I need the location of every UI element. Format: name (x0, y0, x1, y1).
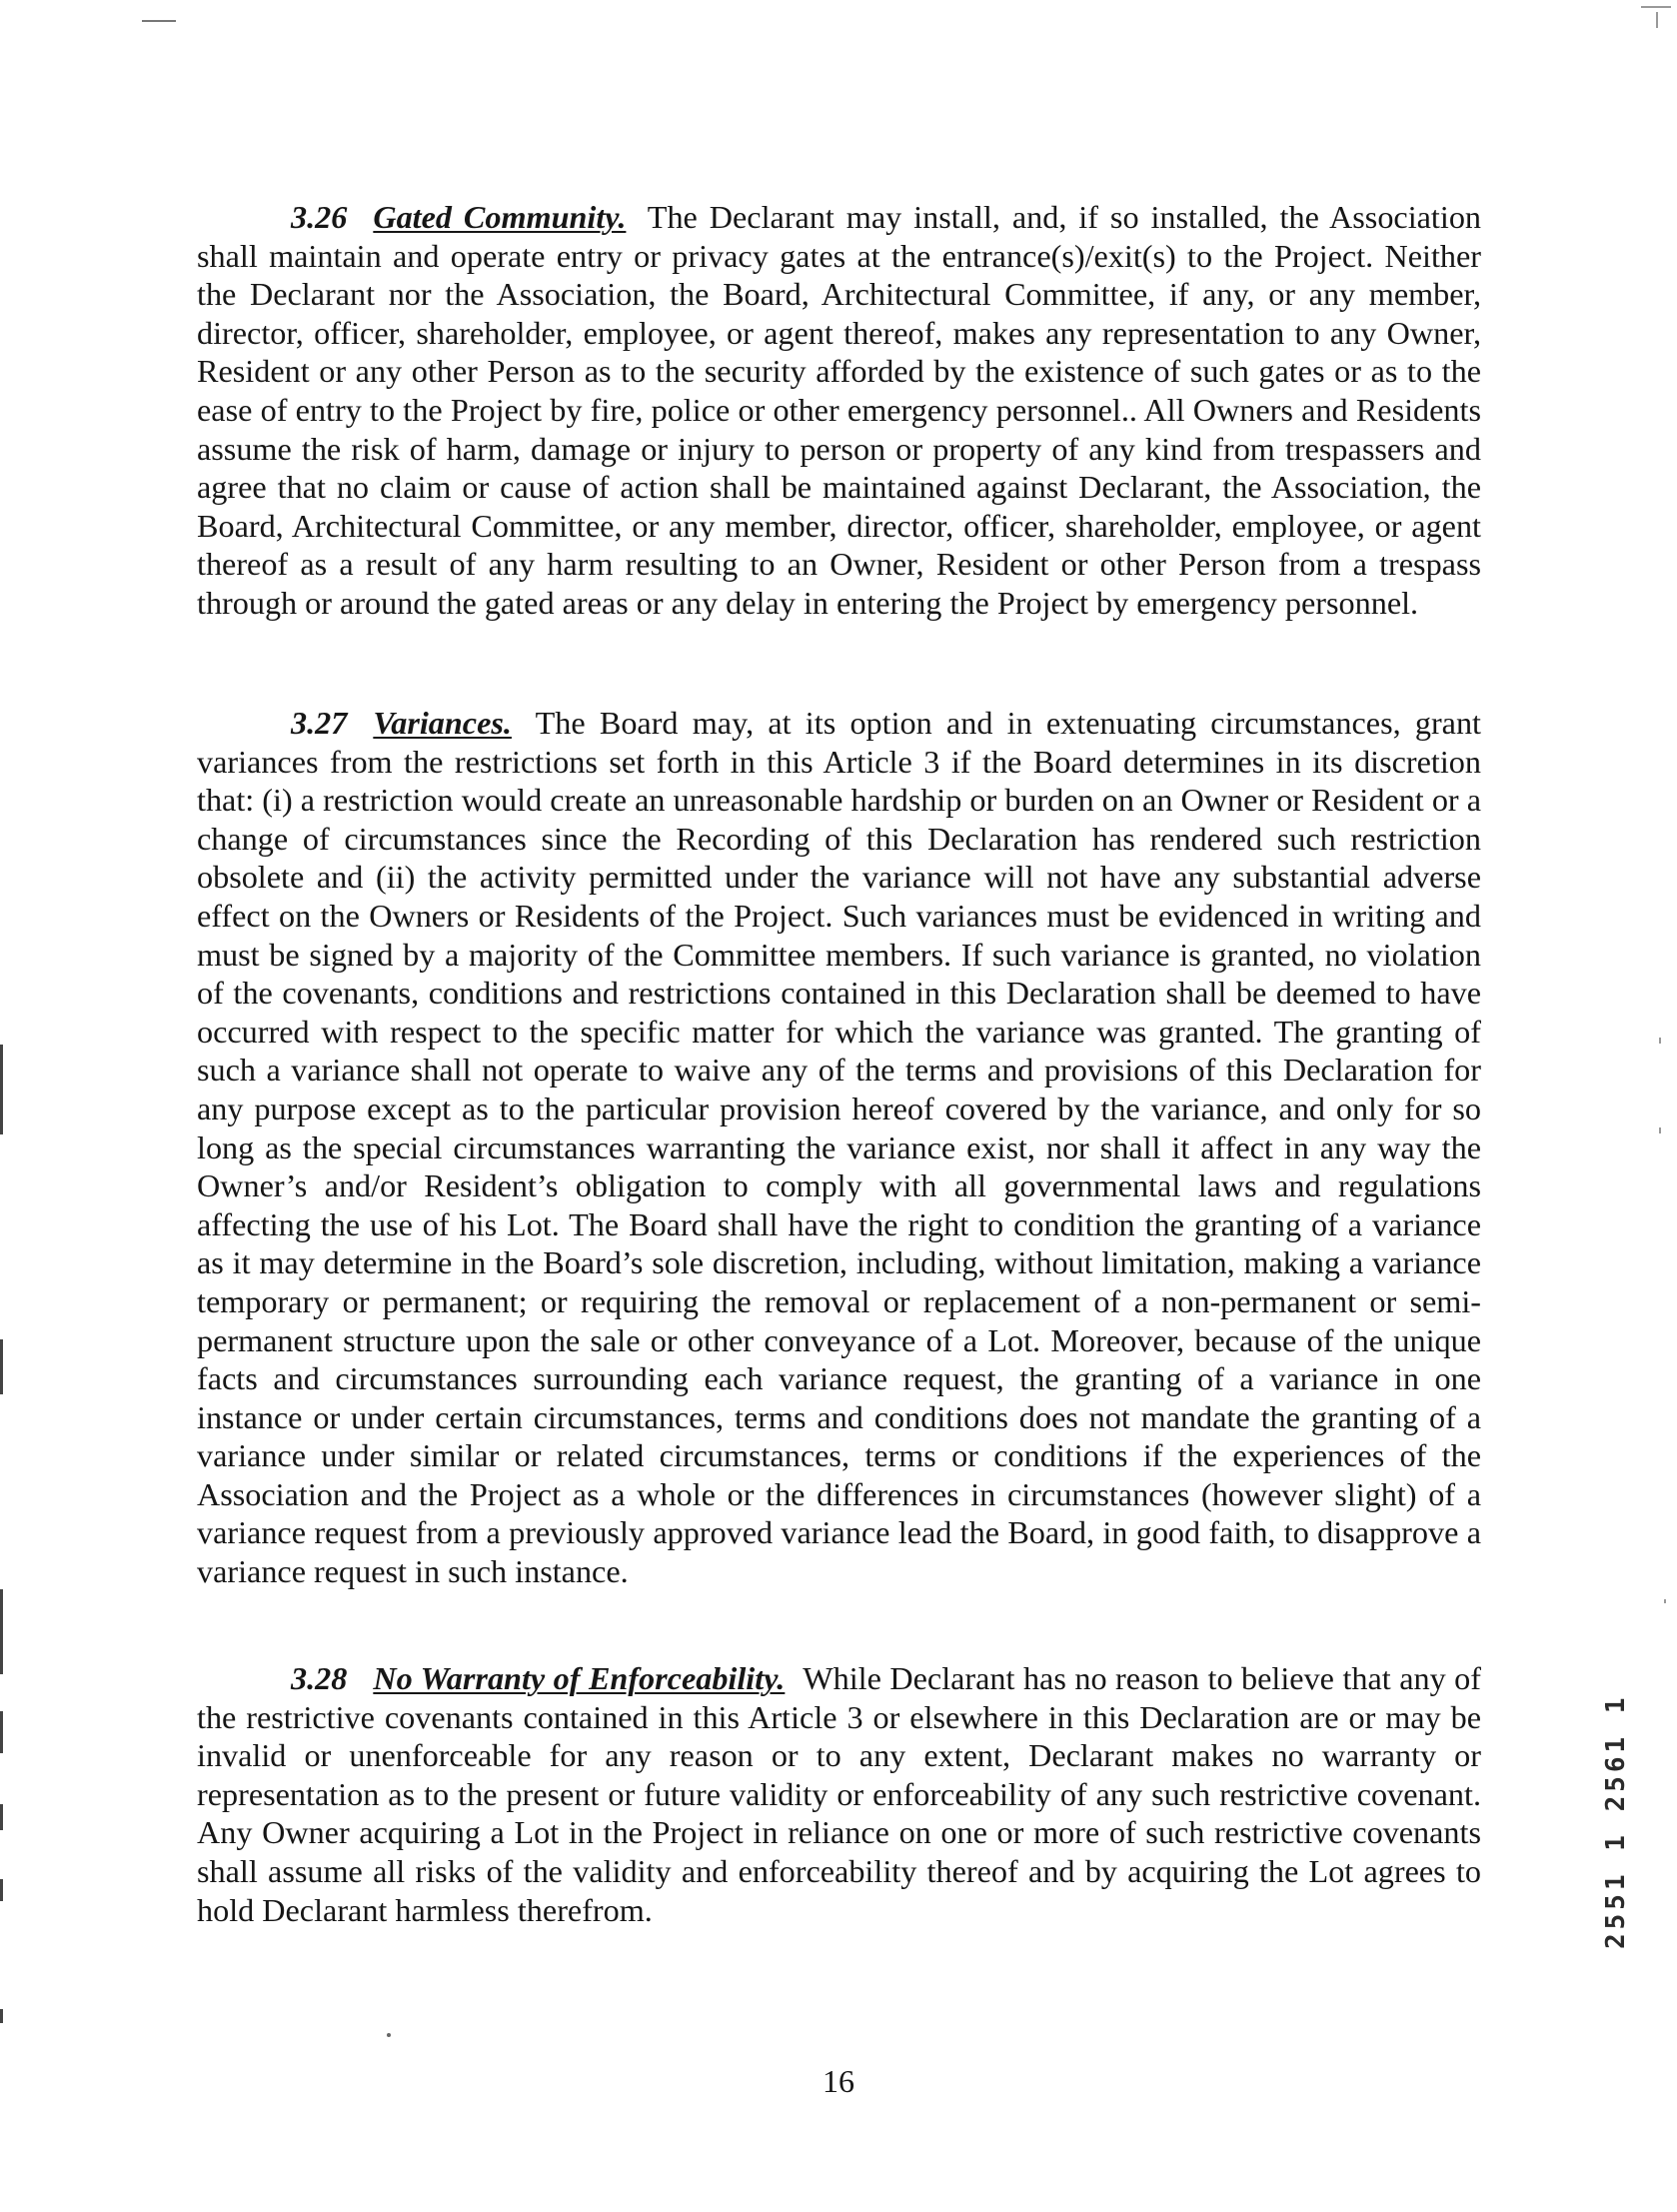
scan-artifact (0, 2009, 3, 2023)
scan-artifact (0, 1804, 3, 1830)
section-title: No Warranty of Enforceability. (373, 1660, 786, 1696)
section-body: The Board may, at its option and in extenuating circumstances, grant variances from the restrictions set forth in this Article 3 if the Board determines in its discretion that: (i) a restriction would create an unreasonable hardship or burden on an Owner or Resident or a change of circumstances since the Recording of this Declaration has rendered such restriction obsolete and (ii) the activity permitted under the variance will not have any substantial adverse effect on the Owners or Residents of the Project. Such variances must be evidenced in writing and must be signed by a majority of the Committee members. If such variance is granted, no violation of the covenants, conditions and restrictions contained in this Declaration shall be deemed to have occurred with respect to the specific matter for which the variance was granted. The granting of such a variance shall not operate to waive any of the terms and provisions of this Declaration for any purpose except as to the particular provision hereof covered by the variance, and only for so long as the special circumstances warranting the variance exist, nor shall it affect in any way the Owner’s and/or Resident’s obligation to comply with all governmental laws and regulations affecting the use of his Lot. The Board shall have the right to condition the granting of a variance as it may determine in the Board’s sole discretion, including, without limitation, making a variance temporary or permanent; or requiring the removal or replacement of a non-permanent or semi-permanent structure upon the sale or other conveyance of a Lot. Moreover, because of the unique facts and circumstances surrounding each variance request, the granting of a variance in one instance or under certain circumstances, terms and conditions does not mandate the granting of a variance under similar or related circumstances, terms or conditions if the experiences of the Association and the Project as a whole or the differences in circumstances (however slight) of a variance request from a previously approved variance lead the Board, in good faith, to disapprove a variance request in such instance. (197, 705, 1482, 1590)
section-3-26 (197, 198, 1481, 623)
scan-artifact (1664, 1599, 1666, 1603)
scan-artifact (0, 1711, 3, 1753)
scan-artifact (1641, 6, 1671, 8)
section-3-28 (197, 1659, 1481, 1929)
section-title: Variances. (373, 705, 512, 741)
scan-artifact (387, 2033, 391, 2037)
scan-artifact (1659, 1038, 1661, 1044)
scan-artifact (0, 1589, 3, 1674)
scan-artifact (0, 1339, 3, 1394)
section-number: 3.28 (291, 1660, 348, 1696)
section-number: 3.26 (291, 199, 348, 235)
page-number: 16 (823, 2063, 854, 2099)
scan-artifact (0, 1045, 3, 1134)
recording-stamp-text: 2551 1 2561 1 (1601, 1693, 1631, 1949)
section-number: 3.27 (291, 705, 348, 741)
scan-artifact (0, 1879, 3, 1901)
scan-artifact (142, 20, 176, 22)
scan-artifact (1656, 12, 1658, 28)
recording-stamp (1601, 1589, 1631, 1949)
section-body: The Declarant may install, and, if so installed, the Association shall maintain and operate entry or privacy gates at the entrance(s)/exit(s) to the Project. Neither the Declarant nor the Association, the Board, Architectural Committee, if any, or any member, director, officer, shareholder, employee, or agent thereof, makes any representation to any Owner, Resident or any other Person as to the security afforded by the existence of such gates or as to the ease of entry to the Project by fire, police or other emergency personnel.. All Owners and Residents assume the risk of harm, damage or injury to person or property of any kind from trespassers and agree that no claim or cause of action shall be maintained against Declarant, the Association, the Board, Architectural Committee, or any member, director, officer, shareholder, employee, or agent thereof as a result of any harm resulting to an Owner, Resident or other Person from a trespass through or around the gated areas or any delay in entering the Project by emergency personnel. (197, 199, 1482, 621)
section-3-27 (197, 704, 1481, 1591)
scan-artifact (1659, 1127, 1661, 1133)
section-body: While Declarant has no reason to believe that any of the restrictive covenants contained in this Article 3 or elsewhere in this Declaration are or may be invalid or unenforceable for any reason or to any extent, Declarant makes no warranty or representation as to the present or future validity or enforceability of any such restrictive covenant. Any Owner acquiring a Lot in the Project in reliance on one or more of such restrictive covenants shall assume all risks of the validity and enforceability thereof and by acquiring the Lot agrees to hold Declarant harmless therefrom. (197, 1660, 1481, 1928)
section-title: Gated Community. (373, 199, 627, 235)
